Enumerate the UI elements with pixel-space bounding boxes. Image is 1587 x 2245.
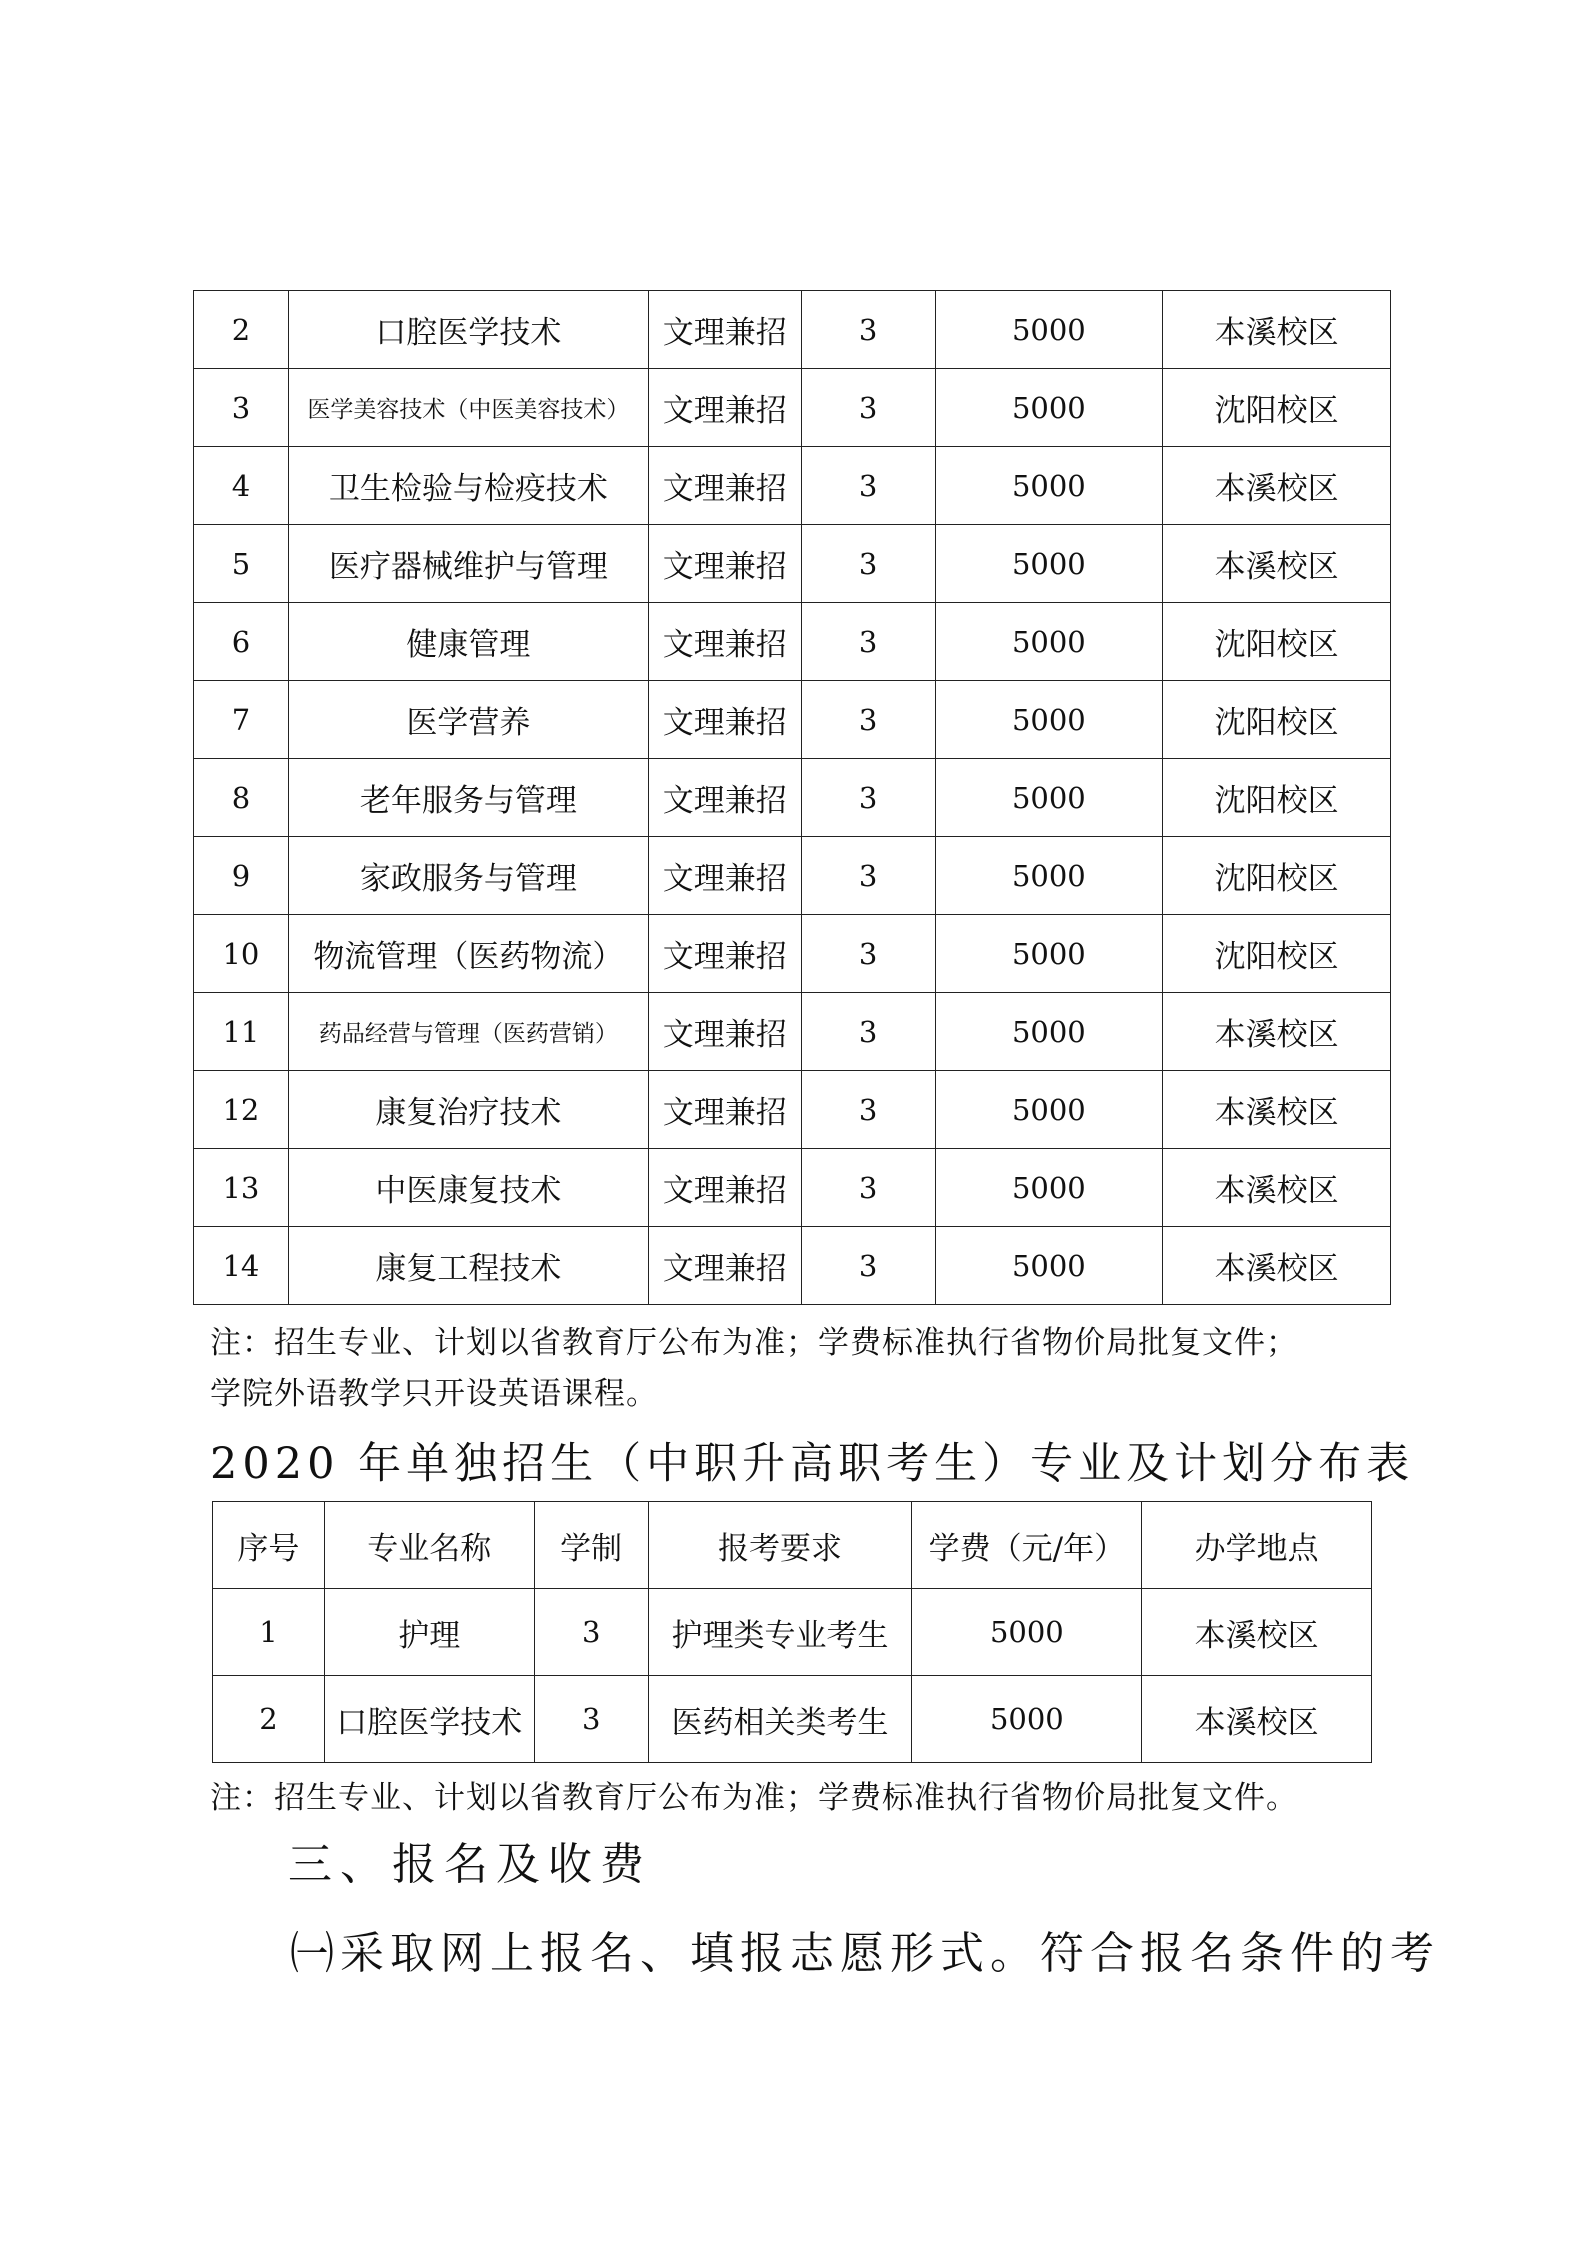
study-years: 3 [801, 837, 935, 915]
row-number: 2 [213, 1676, 325, 1763]
table-row [213, 1589, 1372, 1676]
table-row [194, 759, 1391, 837]
tuition-fee: 5000 [935, 915, 1163, 993]
tuition-fee: 5000 [935, 1227, 1163, 1305]
table-row [194, 603, 1391, 681]
tuition-fee: 5000 [935, 1071, 1163, 1149]
row-number: 13 [194, 1149, 289, 1227]
tuition-fee: 5000 [912, 1676, 1142, 1763]
campus: 本溪校区 [1163, 1071, 1391, 1149]
tuition-fee: 5000 [912, 1589, 1142, 1676]
column-header-campus: 办学地点 [1142, 1502, 1372, 1589]
admission-requirement: 文理兼招 [648, 369, 801, 447]
row-number: 11 [194, 993, 289, 1071]
campus: 沈阳校区 [1163, 681, 1391, 759]
major-name: 口腔医学技术 [324, 1676, 534, 1763]
campus: 沈阳校区 [1163, 759, 1391, 837]
campus: 沈阳校区 [1163, 837, 1391, 915]
admission-requirement: 文理兼招 [648, 1071, 801, 1149]
campus: 本溪校区 [1163, 1227, 1391, 1305]
major-name: 医疗器械维护与管理 [288, 525, 648, 603]
major-name: 中医康复技术 [288, 1149, 648, 1227]
major-name: 康复治疗技术 [288, 1071, 648, 1149]
tuition-fee: 5000 [935, 681, 1163, 759]
major-name: 药品经营与管理（医药营销） [288, 993, 648, 1071]
study-years: 3 [801, 369, 935, 447]
column-header-years: 学制 [534, 1502, 648, 1589]
row-number: 12 [194, 1071, 289, 1149]
row-number: 1 [213, 1589, 325, 1676]
table-row [194, 525, 1391, 603]
table-row [194, 1149, 1391, 1227]
admission-requirement: 文理兼招 [648, 525, 801, 603]
campus: 本溪校区 [1163, 447, 1391, 525]
column-header-number: 序号 [213, 1502, 325, 1589]
campus: 本溪校区 [1142, 1589, 1372, 1676]
study-years: 3 [801, 681, 935, 759]
row-number: 14 [194, 1227, 289, 1305]
admission-requirement: 文理兼招 [648, 447, 801, 525]
row-number: 7 [194, 681, 289, 759]
row-number: 8 [194, 759, 289, 837]
row-number: 10 [194, 915, 289, 993]
table-row [194, 291, 1391, 369]
study-years: 3 [801, 291, 935, 369]
row-number: 9 [194, 837, 289, 915]
study-years: 3 [534, 1676, 648, 1763]
table-row [194, 837, 1391, 915]
campus: 沈阳校区 [1163, 915, 1391, 993]
admission-requirement: 文理兼招 [648, 603, 801, 681]
study-years: 3 [801, 915, 935, 993]
major-name: 护理 [324, 1589, 534, 1676]
row-number: 4 [194, 447, 289, 525]
vocational-plan-table [212, 1501, 1372, 1763]
table-row [194, 681, 1391, 759]
major-plan-table-continued [193, 290, 1391, 1305]
study-years: 3 [801, 525, 935, 603]
admission-requirement: 文理兼招 [648, 681, 801, 759]
row-number: 3 [194, 369, 289, 447]
table-row [194, 1071, 1391, 1149]
campus: 本溪校区 [1163, 993, 1391, 1071]
row-number: 6 [194, 603, 289, 681]
section-paragraph: ㈠采取网上报名、填报志愿形式。符合报名条件的考 [290, 1928, 1440, 1979]
admission-requirement: 文理兼招 [648, 1227, 801, 1305]
tuition-fee: 5000 [935, 603, 1163, 681]
tuition-fee: 5000 [935, 525, 1163, 603]
study-years: 3 [801, 1149, 935, 1227]
tuition-fee: 5000 [935, 1149, 1163, 1227]
table-row [194, 369, 1391, 447]
admission-requirement: 文理兼招 [648, 915, 801, 993]
tuition-fee: 5000 [935, 447, 1163, 525]
study-years: 3 [801, 1227, 935, 1305]
admission-requirement: 文理兼招 [648, 291, 801, 369]
tuition-fee: 5000 [935, 993, 1163, 1071]
table-row [194, 447, 1391, 525]
major-name: 卫生检验与检疫技术 [288, 447, 648, 525]
table1-note-line2: 学院外语教学只开设英语课程。 [210, 1376, 658, 1412]
column-header-major: 专业名称 [324, 1502, 534, 1589]
row-number: 5 [194, 525, 289, 603]
study-years: 3 [801, 759, 935, 837]
major-name: 口腔医学技术 [288, 291, 648, 369]
study-years: 3 [801, 993, 935, 1071]
table1-note-line1: 注：招生专业、计划以省教育厅公布为准；学费标准执行省物价局批复文件； [210, 1325, 1298, 1361]
table-row [194, 915, 1391, 993]
tuition-fee: 5000 [935, 837, 1163, 915]
tuition-fee: 5000 [935, 291, 1163, 369]
study-years: 3 [801, 603, 935, 681]
major-name: 老年服务与管理 [288, 759, 648, 837]
admission-requirement: 文理兼招 [648, 1149, 801, 1227]
campus: 本溪校区 [1163, 525, 1391, 603]
campus: 沈阳校区 [1163, 603, 1391, 681]
admission-requirement: 文理兼招 [648, 993, 801, 1071]
table2-heading: 2020 年单独招生（中职升高职考生）专业及计划分布表 [210, 1439, 1415, 1489]
major-name: 医学美容技术（中医美容技术） [288, 369, 648, 447]
admission-requirement: 医药相关类考生 [648, 1676, 912, 1763]
table-row [194, 1227, 1391, 1305]
major-name: 康复工程技术 [288, 1227, 648, 1305]
table-row [194, 993, 1391, 1071]
row-number: 2 [194, 291, 289, 369]
major-name: 健康管理 [288, 603, 648, 681]
study-years: 3 [801, 1071, 935, 1149]
study-years: 3 [534, 1589, 648, 1676]
column-header-tuition: 学费（元/年） [912, 1502, 1142, 1589]
table2-note: 注：招生专业、计划以省教育厅公布为准；学费标准执行省物价局批复文件。 [210, 1780, 1298, 1816]
campus: 本溪校区 [1163, 291, 1391, 369]
campus: 沈阳校区 [1163, 369, 1391, 447]
admission-requirement: 护理类专业考生 [648, 1589, 912, 1676]
study-years: 3 [801, 447, 935, 525]
section-title: 三、报名及收费 [288, 1839, 652, 1890]
tuition-fee: 5000 [935, 759, 1163, 837]
major-name: 医学营养 [288, 681, 648, 759]
admission-requirement: 文理兼招 [648, 837, 801, 915]
major-name: 家政服务与管理 [288, 837, 648, 915]
major-name: 物流管理（医药物流） [288, 915, 648, 993]
campus: 本溪校区 [1142, 1676, 1372, 1763]
table-header-row [213, 1502, 1372, 1589]
tuition-fee: 5000 [935, 369, 1163, 447]
column-header-requirement: 报考要求 [648, 1502, 912, 1589]
table-row [213, 1676, 1372, 1763]
admission-requirement: 文理兼招 [648, 759, 801, 837]
campus: 本溪校区 [1163, 1149, 1391, 1227]
